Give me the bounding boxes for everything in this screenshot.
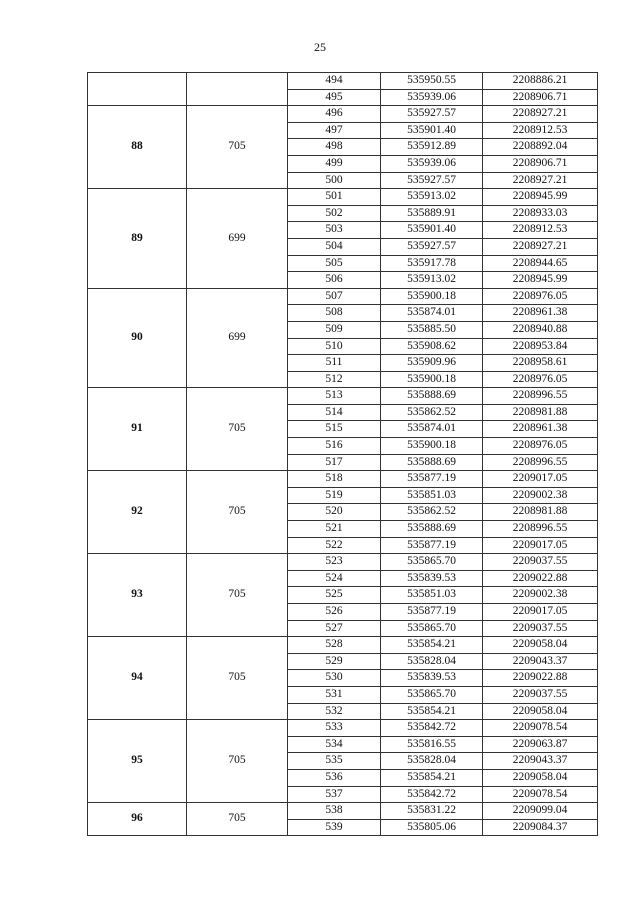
y-coordinate-cell: 2208927.21 [483,238,598,255]
y-coordinate-cell: 2209043.37 [483,653,598,670]
point-number-cell: 526 [288,604,381,621]
point-number-cell: 501 [288,189,381,206]
coordinates-table-body [88,73,598,836]
y-coordinate-cell: 2209002.38 [483,587,598,604]
x-coordinate-cell: 535877.19 [381,604,483,621]
x-coordinate-cell: 535842.72 [381,786,483,803]
x-coordinate-cell: 535854.21 [381,703,483,720]
point-number-cell: 494 [288,73,381,90]
x-coordinate-cell: 535877.19 [381,471,483,488]
x-coordinate-cell: 535901.40 [381,222,483,239]
x-coordinate-cell: 535828.04 [381,753,483,770]
x-coordinate-cell: 535888.69 [381,521,483,538]
y-coordinate-cell: 2208953.84 [483,338,598,355]
y-coordinate-cell: 2208976.05 [483,371,598,388]
area-cell: 705 [187,471,288,554]
table-row [88,189,598,206]
point-number-cell: 518 [288,471,381,488]
page-number: 25 [314,40,326,54]
x-coordinate-cell: 535831.22 [381,803,483,820]
area-cell: 705 [187,554,288,637]
plot-number-cell: 92 [88,471,187,554]
point-number-cell: 498 [288,139,381,156]
y-coordinate-cell: 2209017.05 [483,604,598,621]
table-row [88,73,598,90]
area-cell: 699 [187,288,288,388]
plot-number-cell: 88 [88,106,187,189]
x-coordinate-cell: 535927.57 [381,172,483,189]
point-number-cell: 504 [288,238,381,255]
table-row [88,720,598,737]
point-number-cell: 499 [288,155,381,172]
point-number-cell: 522 [288,537,381,554]
y-coordinate-cell: 2209058.04 [483,703,598,720]
x-coordinate-cell: 535851.03 [381,487,483,504]
point-number-cell: 529 [288,653,381,670]
x-coordinate-cell: 535901.40 [381,122,483,139]
x-coordinate-cell: 535909.96 [381,355,483,372]
x-coordinate-cell: 535839.53 [381,670,483,687]
y-coordinate-cell: 2208976.05 [483,438,598,455]
y-coordinate-cell: 2209002.38 [483,487,598,504]
y-coordinate-cell: 2208981.88 [483,404,598,421]
point-number-cell: 517 [288,454,381,471]
point-number-cell: 513 [288,388,381,405]
x-coordinate-cell: 535839.53 [381,570,483,587]
point-number-cell: 515 [288,421,381,438]
x-coordinate-cell: 535862.52 [381,404,483,421]
y-coordinate-cell: 2208906.71 [483,89,598,106]
point-number-cell: 516 [288,438,381,455]
y-coordinate-cell: 2208945.99 [483,272,598,289]
x-coordinate-cell: 535900.18 [381,438,483,455]
y-coordinate-cell: 2208961.38 [483,421,598,438]
point-number-cell: 495 [288,89,381,106]
point-number-cell: 523 [288,554,381,571]
x-coordinate-cell: 535862.52 [381,504,483,521]
point-number-cell: 520 [288,504,381,521]
x-coordinate-cell: 535889.91 [381,205,483,222]
point-number-cell: 538 [288,803,381,820]
x-coordinate-cell: 535913.02 [381,272,483,289]
y-coordinate-cell: 2209017.05 [483,471,598,488]
y-coordinate-cell: 2208981.88 [483,504,598,521]
x-coordinate-cell: 535917.78 [381,255,483,272]
point-number-cell: 503 [288,222,381,239]
y-coordinate-cell: 2208996.55 [483,388,598,405]
x-coordinate-cell: 535950.55 [381,73,483,90]
point-number-cell: 525 [288,587,381,604]
x-coordinate-cell: 535913.02 [381,189,483,206]
y-coordinate-cell: 2208940.88 [483,321,598,338]
area-cell: 705 [187,637,288,720]
plot-number-cell: 96 [88,803,187,836]
y-coordinate-cell: 2208961.38 [483,305,598,322]
point-number-cell: 508 [288,305,381,322]
y-coordinate-cell: 2208892.04 [483,139,598,156]
y-coordinate-cell: 2209022.88 [483,570,598,587]
y-coordinate-cell: 2208945.99 [483,189,598,206]
point-number-cell: 496 [288,106,381,123]
x-coordinate-cell: 535854.21 [381,637,483,654]
x-coordinate-cell: 535865.70 [381,620,483,637]
point-number-cell: 519 [288,487,381,504]
x-coordinate-cell: 535865.70 [381,686,483,703]
y-coordinate-cell: 2208927.21 [483,172,598,189]
y-coordinate-cell: 2209058.04 [483,769,598,786]
y-coordinate-cell: 2209058.04 [483,637,598,654]
x-coordinate-cell: 535900.18 [381,288,483,305]
x-coordinate-cell: 535927.57 [381,238,483,255]
x-coordinate-cell: 535885.50 [381,321,483,338]
y-coordinate-cell: 2209099.04 [483,803,598,820]
y-coordinate-cell: 2209078.54 [483,720,598,737]
y-coordinate-cell: 2209037.55 [483,686,598,703]
y-coordinate-cell: 2209022.88 [483,670,598,687]
point-number-cell: 514 [288,404,381,421]
plot-number-cell: 89 [88,189,187,289]
plot-number-cell [88,73,187,106]
x-coordinate-cell: 535874.01 [381,421,483,438]
x-coordinate-cell: 535877.19 [381,537,483,554]
y-coordinate-cell: 2208927.21 [483,106,598,123]
point-number-cell: 500 [288,172,381,189]
y-coordinate-cell: 2208976.05 [483,288,598,305]
x-coordinate-cell: 535816.55 [381,736,483,753]
plot-number-cell: 90 [88,288,187,388]
point-number-cell: 497 [288,122,381,139]
point-number-cell: 502 [288,205,381,222]
point-number-cell: 512 [288,371,381,388]
y-coordinate-cell: 2209037.55 [483,554,598,571]
plot-number-cell: 94 [88,637,187,720]
y-coordinate-cell: 2208996.55 [483,521,598,538]
x-coordinate-cell: 535908.62 [381,338,483,355]
x-coordinate-cell: 535842.72 [381,720,483,737]
y-coordinate-cell: 2209017.05 [483,537,598,554]
coordinates-table [87,72,598,836]
point-number-cell: 510 [288,338,381,355]
y-coordinate-cell: 2209084.37 [483,819,598,836]
y-coordinate-cell: 2209063.87 [483,736,598,753]
point-number-cell: 532 [288,703,381,720]
y-coordinate-cell: 2208996.55 [483,454,598,471]
plot-number-cell: 95 [88,720,187,803]
point-number-cell: 505 [288,255,381,272]
area-cell: 705 [187,388,288,471]
y-coordinate-cell: 2208944.65 [483,255,598,272]
area-cell: 705 [187,803,288,836]
table-row [88,288,598,305]
x-coordinate-cell: 535874.01 [381,305,483,322]
point-number-cell: 528 [288,637,381,654]
y-coordinate-cell: 2208906.71 [483,155,598,172]
area-cell: 705 [187,720,288,803]
table-row [88,106,598,123]
y-coordinate-cell: 2209043.37 [483,753,598,770]
x-coordinate-cell: 535939.06 [381,155,483,172]
y-coordinate-cell: 2208912.53 [483,122,598,139]
x-coordinate-cell: 535805.06 [381,819,483,836]
y-coordinate-cell: 2209078.54 [483,786,598,803]
area-cell [187,73,288,106]
table-row [88,554,598,571]
y-coordinate-cell: 2208958.61 [483,355,598,372]
table-row [88,388,598,405]
point-number-cell: 539 [288,819,381,836]
plot-number-cell: 91 [88,388,187,471]
x-coordinate-cell: 535912.89 [381,139,483,156]
x-coordinate-cell: 535828.04 [381,653,483,670]
x-coordinate-cell: 535927.57 [381,106,483,123]
point-number-cell: 524 [288,570,381,587]
point-number-cell: 507 [288,288,381,305]
point-number-cell: 531 [288,686,381,703]
point-number-cell: 534 [288,736,381,753]
table-row [88,637,598,654]
point-number-cell: 506 [288,272,381,289]
area-cell: 699 [187,189,288,289]
point-number-cell: 521 [288,521,381,538]
point-number-cell: 530 [288,670,381,687]
point-number-cell: 535 [288,753,381,770]
point-number-cell: 537 [288,786,381,803]
x-coordinate-cell: 535939.06 [381,89,483,106]
table-row [88,803,598,820]
point-number-cell: 511 [288,355,381,372]
x-coordinate-cell: 535888.69 [381,388,483,405]
point-number-cell: 509 [288,321,381,338]
x-coordinate-cell: 535851.03 [381,587,483,604]
plot-number-cell: 93 [88,554,187,637]
y-coordinate-cell: 2208933.03 [483,205,598,222]
point-number-cell: 536 [288,769,381,786]
table-row [88,471,598,488]
x-coordinate-cell: 535888.69 [381,454,483,471]
area-cell: 705 [187,106,288,189]
x-coordinate-cell: 535900.18 [381,371,483,388]
y-coordinate-cell: 2209037.55 [483,620,598,637]
y-coordinate-cell: 2208912.53 [483,222,598,239]
y-coordinate-cell: 2208886.21 [483,73,598,90]
point-number-cell: 533 [288,720,381,737]
x-coordinate-cell: 535865.70 [381,554,483,571]
x-coordinate-cell: 535854.21 [381,769,483,786]
point-number-cell: 527 [288,620,381,637]
